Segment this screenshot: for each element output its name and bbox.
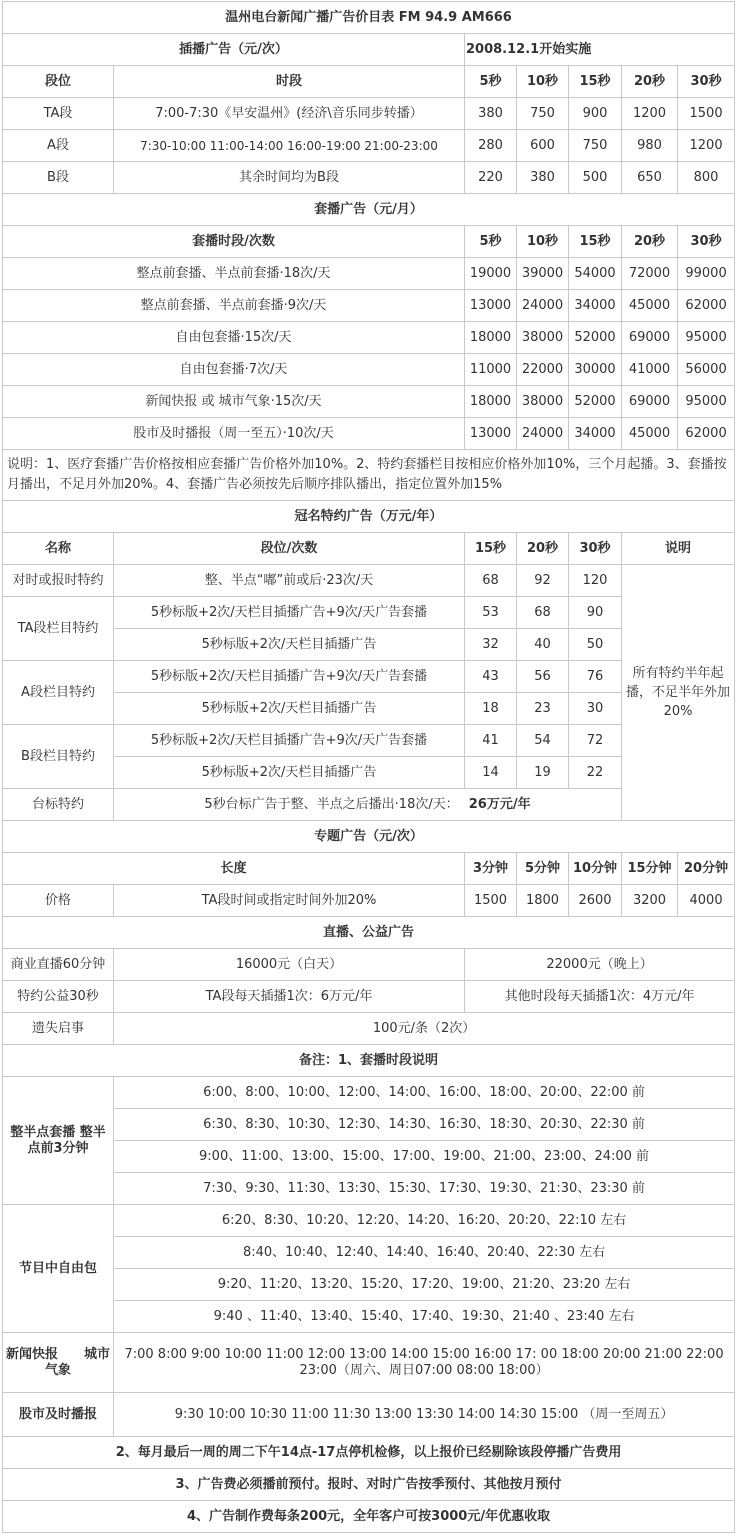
sponsor-value: 43 [465,661,517,693]
sponsor-value: 54 [517,725,569,757]
sponsor-section-title: 冠名特约广告（万元/年） [3,501,735,533]
title-row [3,2,735,34]
package-cell: 34000 [569,290,622,322]
package-cell: 整点前套播、半点前套播·18次/天 [3,258,465,290]
package-header-cell: 30秒 [678,226,735,258]
feature-price-value: 1800 [517,885,569,917]
spot-header-cell: 30秒 [678,66,735,98]
remarks-stock-row [3,1393,735,1437]
package-cell: 62000 [678,290,735,322]
feature-header-cell: 20分钟 [678,853,735,885]
package-header-cell: 10秒 [517,226,569,258]
package-cell: 62000 [678,418,735,450]
remarks-time-line: 6:20、8:30、10:20、12:20、14:20、16:20、20:20、22:10 左右 [114,1205,735,1237]
sponsor-header-cell: 30秒 [569,533,622,565]
package-cell: 11000 [465,354,517,386]
package-header-cell: 20秒 [622,226,678,258]
package-cell: 69000 [622,386,678,418]
live-price-night: 其他时段每天插播1次：4万元/年 [465,981,735,1013]
lost-notice-row [3,1013,735,1045]
package-row [3,354,735,386]
remarks-note-row [3,1501,735,1533]
spot-cell: 380 [517,162,569,194]
remarks-time-row [3,1205,735,1237]
sponsor-value: 53 [465,597,517,629]
sponsor-header-cell: 名称 [3,533,114,565]
feature-section-header [3,821,735,853]
package-cell: 38000 [517,386,569,418]
remarks-category: 整半点套播 整半点前3分钟 [3,1077,114,1205]
remarks-note: 2、每月最后一周的周二下午14点-17点停机检修，以上报价已经剔除该段停播广告费用 [3,1437,735,1469]
spot-cell: TA段 [3,98,114,130]
sponsor-row [3,565,735,597]
sponsor-desc: 5秒标版+2次/天栏目插播广告 [114,757,465,789]
package-cell: 股市及时播报（周一至五）·10次/天 [3,418,465,450]
package-cell: 45000 [622,418,678,450]
sponsor-header-row [3,533,735,565]
spot-header-cell: 5秒 [465,66,517,98]
sponsor-name: B段栏目特约 [3,725,114,789]
package-section-title: 套播广告（元/月） [3,194,735,226]
package-cell: 41000 [622,354,678,386]
sponsor-value: 90 [569,597,622,629]
live-section-title: 直播、公益广告 [3,917,735,949]
package-cell: 72000 [622,258,678,290]
sponsor-name: TA段栏目特约 [3,597,114,661]
spot-cell: 220 [465,162,517,194]
remarks-time-line: 8:40、10:40、12:40、14:40、16:40、20:40、22:30 左右 [114,1237,735,1269]
lost-notice-price: 100元/条（2次） [114,1013,735,1045]
sponsor-value: 40 [517,629,569,661]
remarks-time-line: 6:30、8:30、10:30、12:30、14:30、16:30、18:30、20:30、22:30 前 [114,1109,735,1141]
spot-header-row [3,66,735,98]
spot-row [3,162,735,194]
package-row [3,386,735,418]
package-header-cell: 5秒 [465,226,517,258]
remarks-note-row [3,1469,735,1501]
sponsor-value: 14 [465,757,517,789]
spot-section-title: 插播广告（元/次） [3,34,465,66]
station-sponsor-price: 26万元/年 [468,796,531,812]
spot-cell: 380 [465,98,517,130]
remarks-section-header [3,1045,735,1077]
remarks-note: 3、广告费必须播前预付。报时、对时广告按季预付、其他按月预付 [3,1469,735,1501]
package-row [3,290,735,322]
remarks-news-times: 7:00 8:00 9:00 10:00 11:00 12:00 13:00 14:00 15:00 16:00 17: 00 18:00 20:00 21:00 22:00 23:00（周六、周日07:00 08:00 18:00） [114,1333,735,1393]
package-cell: 69000 [622,322,678,354]
package-cell: 19000 [465,258,517,290]
spot-header-cell: 20秒 [622,66,678,98]
feature-price-row [3,885,735,917]
sponsor-value: 50 [569,629,622,661]
remarks-category: 新闻快报 城市气象 [3,1333,114,1393]
sponsor-name: A段栏目特约 [3,661,114,725]
spot-cell: 7:00-7:30《早安温州》(经济\音乐同步转播） [114,98,465,130]
feature-price-value: 3200 [622,885,678,917]
spot-row [3,98,735,130]
package-cell: 52000 [569,322,622,354]
sponsor-section-header [3,501,735,533]
remarks-stock-times: 9:30 10:00 10:30 11:00 11:30 13:00 13:30 14:00 14:30 15:00 （周一至周五） [114,1393,735,1437]
sponsor-value: 19 [517,757,569,789]
package-cell: 新闻快报 或 城市气象·15次/天 [3,386,465,418]
live-row [3,981,735,1013]
remarks-time-line: 6:00、8:00、10:00、12:00、14:00、16:00、18:00、20:00、22:00 前 [114,1077,735,1109]
station-sponsor-desc: 5秒台标广告于整、半点之后播出·18次/天： [204,796,459,812]
sponsor-value: 22 [569,757,622,789]
sponsor-header-cell: 说明 [622,533,735,565]
package-row [3,322,735,354]
feature-price-label: 价格 [3,885,114,917]
spot-cell: A段 [3,130,114,162]
remarks-time-line: 9:00、11:00、13:00、15:00、17:00、19:00、21:00、23:00、24:00 前 [114,1141,735,1173]
spot-cell: 1200 [678,130,735,162]
sponsor-value: 68 [465,565,517,597]
package-cell: 52000 [569,386,622,418]
spot-cell: 500 [569,162,622,194]
package-cell: 95000 [678,386,735,418]
remarks-note-row [3,1437,735,1469]
package-cell: 34000 [569,418,622,450]
package-cell: 整点前套播、半点前套播·9次/天 [3,290,465,322]
package-header-cell: 套播时段/次数 [3,226,465,258]
package-cell: 自由包套播·7次/天 [3,354,465,386]
sponsor-desc: 5秒标版+2次/天栏目插播广告 [114,693,465,725]
sponsor-value: 32 [465,629,517,661]
spot-cell: 750 [517,98,569,130]
spot-header-cell: 时段 [114,66,465,98]
remarks-category: 节目中自由包 [3,1205,114,1333]
spot-cell: 750 [569,130,622,162]
spot-cell: 800 [678,162,735,194]
effective-date: 2008.12.1开始实施 [465,34,735,66]
sponsor-value: 72 [569,725,622,757]
live-price-day: 16000元（白天） [114,949,465,981]
package-note-row [3,450,735,501]
sponsor-name: 对时或报时特约 [3,565,114,597]
sponsor-header-cell: 15秒 [465,533,517,565]
sponsor-value: 92 [517,565,569,597]
feature-header-cell: 10分钟 [569,853,622,885]
remarks-time-line: 9:40 、11:40、13:40、15:40、17:40、19:30、21:40 、23:40 左右 [114,1301,735,1333]
package-cell: 18000 [465,386,517,418]
package-note: 说明：1、医疗套播广告价格按相应套播广告价格外加10%。2、特约套播栏目按相应价格外加10%，三个月起播。3、套播按月播出，不足月外加20%。4、套播广告必须按先后顺序排队播出，指定位置外加15% [3,450,735,501]
spot-header-cell: 15秒 [569,66,622,98]
package-cell: 13000 [465,290,517,322]
spot-header-cell: 段位 [3,66,114,98]
feature-header-cell: 15分钟 [622,853,678,885]
sponsor-header-cell: 段位/次数 [114,533,465,565]
remarks-time-row [3,1077,735,1109]
package-cell: 95000 [678,322,735,354]
lost-notice-name: 遗失启事 [3,1013,114,1045]
sponsor-value: 18 [465,693,517,725]
sponsor-value: 30 [569,693,622,725]
feature-header-row [3,853,735,885]
sponsor-value: 68 [517,597,569,629]
package-cell: 45000 [622,290,678,322]
sponsor-header-cell: 20秒 [517,533,569,565]
remarks-category: 股市及时播报 [3,1393,114,1437]
package-header-row [3,226,735,258]
feature-price-note: TA段时间或指定时间外加20% [114,885,465,917]
package-cell: 自由包套播·15次/天 [3,322,465,354]
spot-row [3,130,735,162]
remarks-section-title: 备注：1、套播时段说明 [3,1045,735,1077]
sponsor-value: 120 [569,565,622,597]
sponsor-value: 23 [517,693,569,725]
remarks-news-row [3,1333,735,1393]
spot-cell: 其余时间均为B段 [114,162,465,194]
feature-header-cell: 3分钟 [465,853,517,885]
live-section-header [3,917,735,949]
package-header-cell: 15秒 [569,226,622,258]
spot-cell: 650 [622,162,678,194]
package-section-header [3,194,735,226]
package-cell: 24000 [517,418,569,450]
remarks-time-line: 7:30、9:30、11:30、13:30、15:30、17:30、19:30、21:30、23:30 前 [114,1173,735,1205]
feature-price-value: 4000 [678,885,735,917]
package-cell: 24000 [517,290,569,322]
sponsor-desc: 5秒标版+2次/天栏目插播广告+9次/天广告套播 [114,725,465,757]
spot-cell: 1200 [622,98,678,130]
package-cell: 30000 [569,354,622,386]
package-cell: 54000 [569,258,622,290]
page-title: 温州电台新闻广播广告价目表 FM 94.9 AM666 [3,2,735,34]
spot-cell: 7:30-10:00 11:00-14:00 16:00-19:00 21:00-23:00 [114,130,465,162]
sponsor-name: 台标特约 [3,789,114,821]
feature-price-value: 1500 [465,885,517,917]
package-cell: 18000 [465,322,517,354]
sponsor-value: 76 [569,661,622,693]
remarks-time-line: 9:20、11:20、13:20、15:20、17:20、19:00、21:20、23:20 左右 [114,1269,735,1301]
sponsor-desc: 整、半点“嘟”前或后·23次/天 [114,565,465,597]
spot-cell: 600 [517,130,569,162]
feature-section-title: 专题广告（元/次） [3,821,735,853]
feature-price-value: 2600 [569,885,622,917]
sponsor-desc: 5秒标版+2次/天栏目插播广告 [114,629,465,661]
spot-cell: 900 [569,98,622,130]
live-price-night: 22000元（晚上） [465,949,735,981]
rate-card-table [2,1,735,1533]
feature-header-cell: 5分钟 [517,853,569,885]
package-cell: 39000 [517,258,569,290]
sponsor-value: 56 [517,661,569,693]
live-name: 商业直播60分钟 [3,949,114,981]
spot-cell: 280 [465,130,517,162]
sponsor-desc: 5秒标版+2次/天栏目插播广告+9次/天广告套播 [114,661,465,693]
live-price-day: TA段每天插播1次：6万元/年 [114,981,465,1013]
package-row [3,258,735,290]
spot-cell: B段 [3,162,114,194]
spot-section-header [3,34,735,66]
spot-cell: 1500 [678,98,735,130]
package-cell: 56000 [678,354,735,386]
sponsor-remark: 所有特约半年起播，不足半年外加20% [622,565,735,821]
spot-cell: 980 [622,130,678,162]
package-cell: 38000 [517,322,569,354]
sponsor-value: 41 [465,725,517,757]
package-cell: 22000 [517,354,569,386]
sponsor-desc: 5秒标版+2次/天栏目插播广告+9次/天广告套播 [114,597,465,629]
spot-header-cell: 10秒 [517,66,569,98]
station-sponsor-cell [114,789,622,821]
package-row [3,418,735,450]
feature-header-cell: 长度 [3,853,465,885]
package-cell: 13000 [465,418,517,450]
live-row [3,949,735,981]
remarks-note: 4、广告制作费每条200元，全年客户可按3000元/年优惠收取 [3,1501,735,1533]
live-name: 特约公益30秒 [3,981,114,1013]
package-cell: 99000 [678,258,735,290]
